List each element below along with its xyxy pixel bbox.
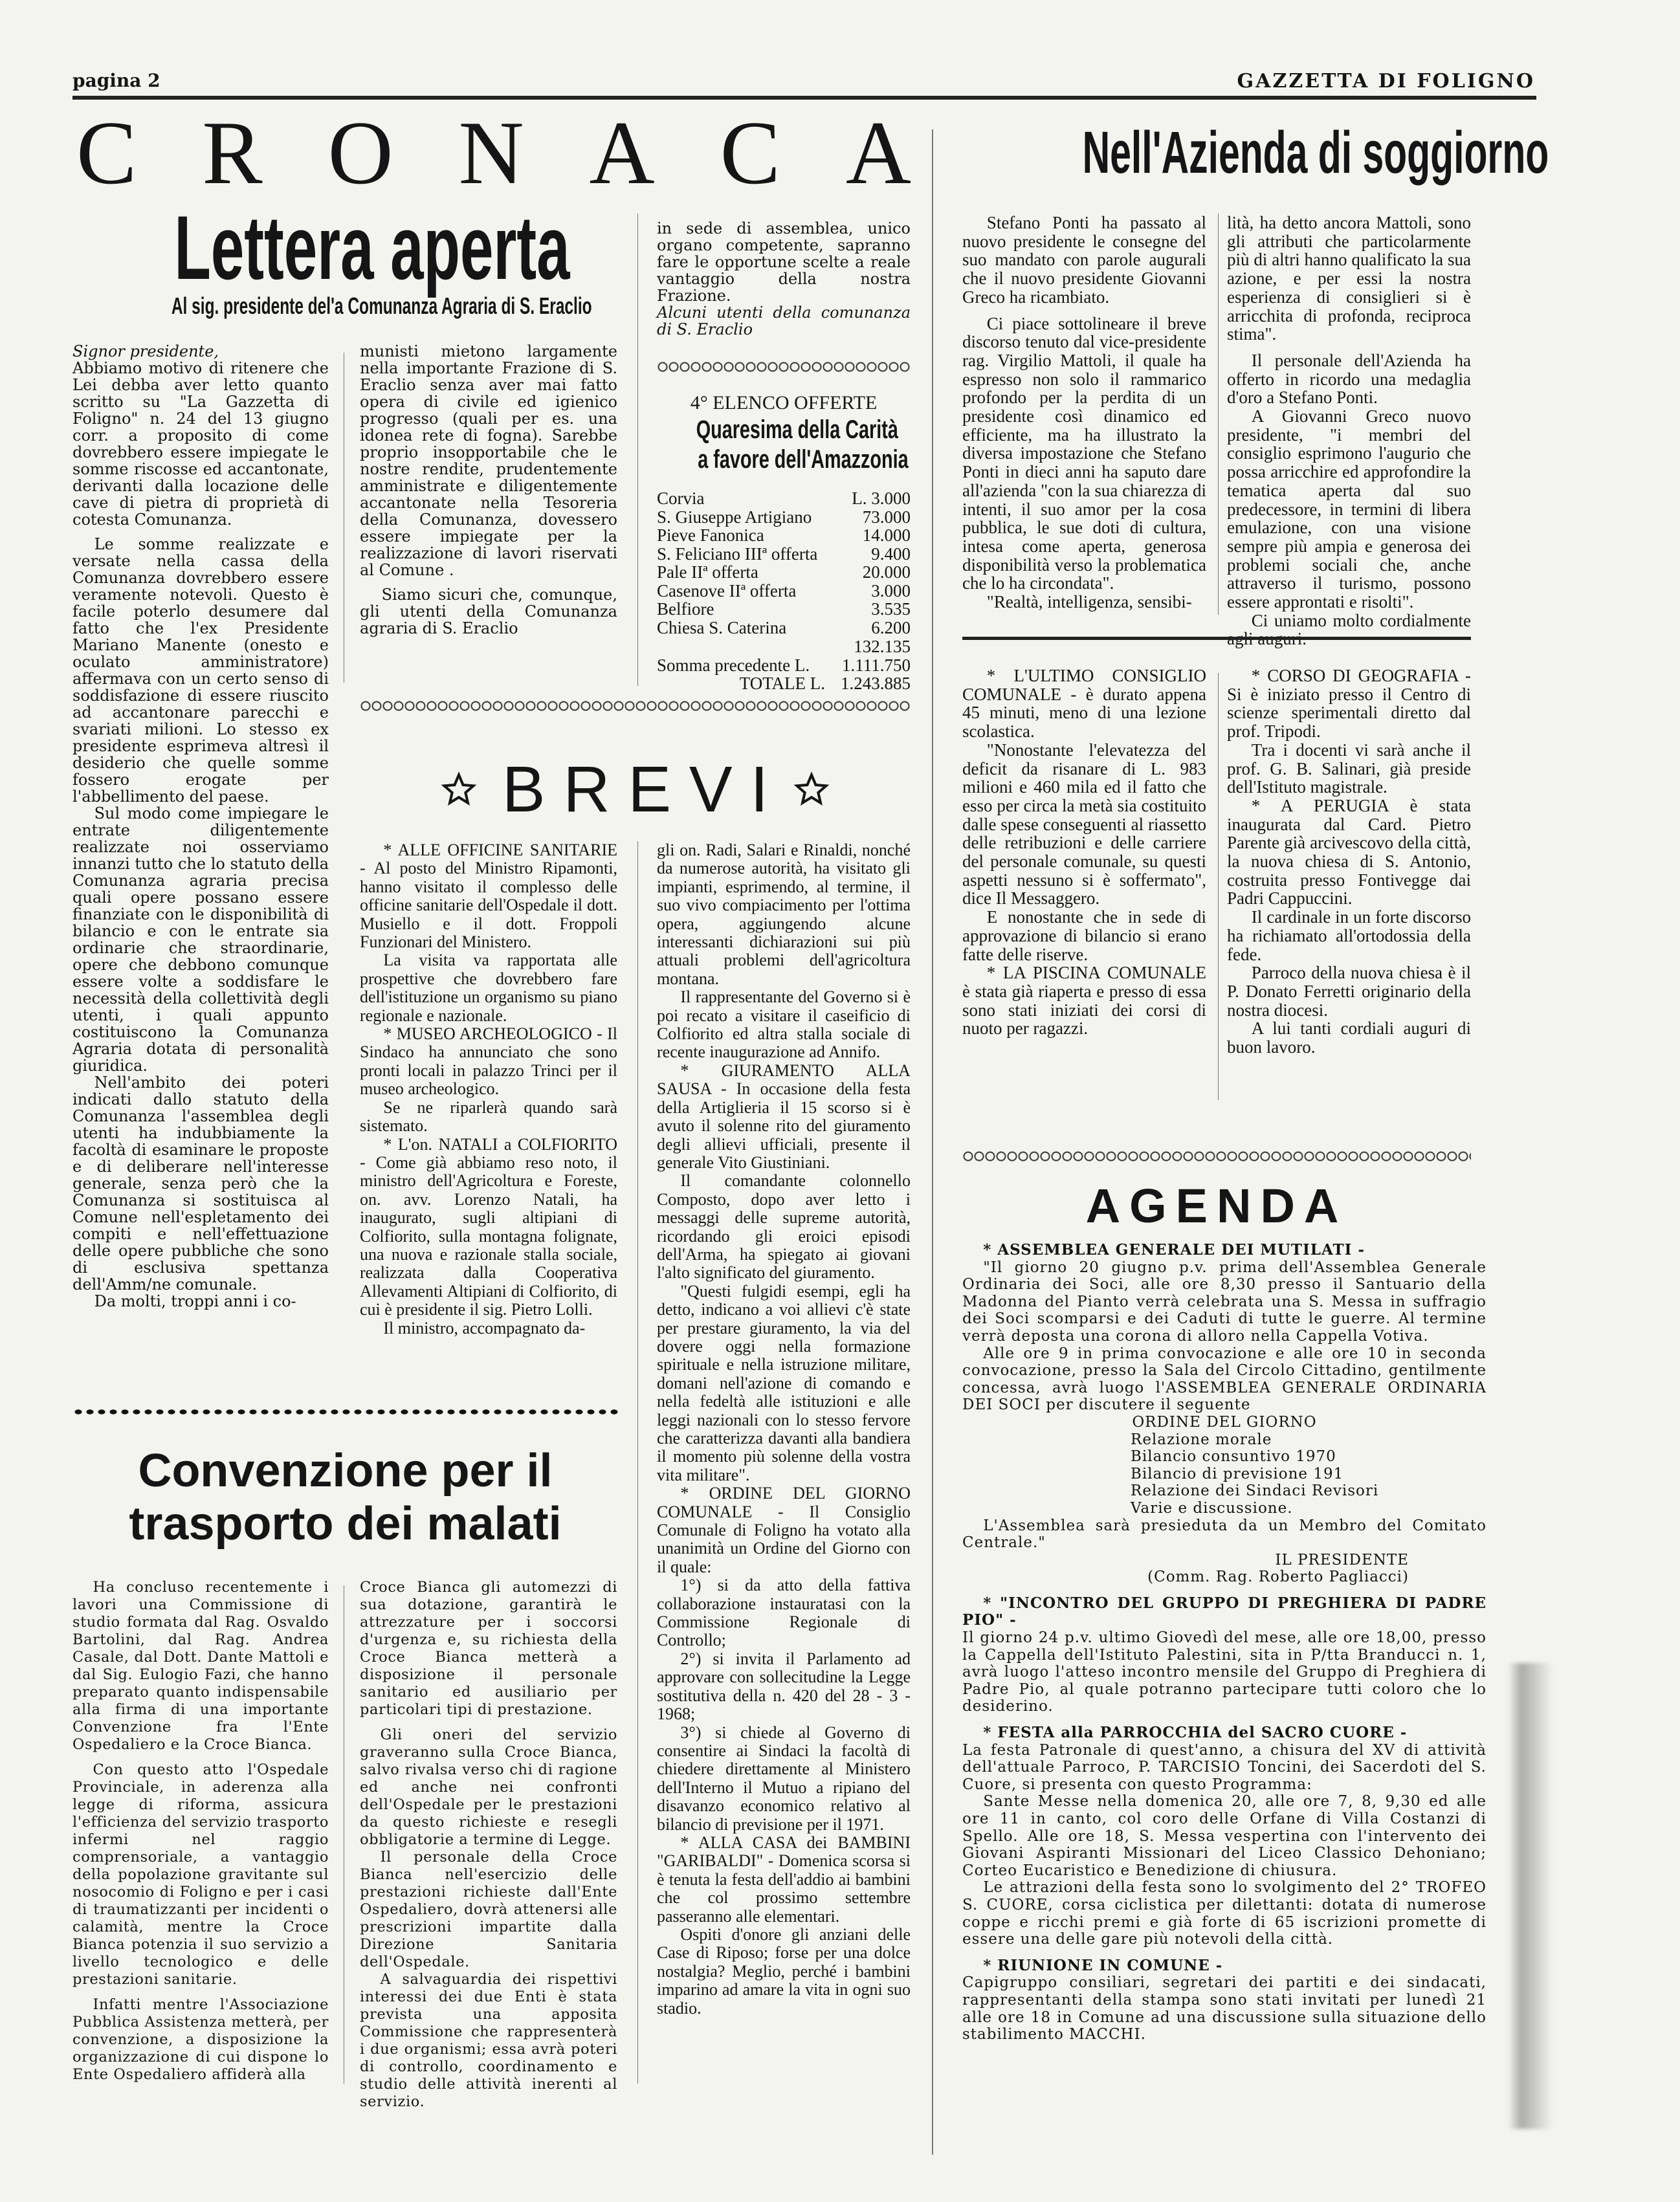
section-letter: O [327, 103, 393, 203]
lettera-title: Lettera aperta [174, 197, 570, 298]
section-letter: A [845, 103, 911, 203]
offerte-row [657, 582, 911, 600]
offerte-name: Belfiore [657, 599, 714, 619]
offerte-amount: L. 3.000 [852, 489, 911, 508]
convenzione-headline [72, 1444, 618, 1550]
paragraph: "Realtà, intelligenza, sensibi- [986, 592, 1192, 612]
offerte-subtotal: 132.135 [854, 637, 911, 656]
paragraph: "Questi fulgidi esempi, egli ha detto, indicano a voi allievi c'è state per prestare giuramento, la via del dovere oggi nella formazione spirituale e nella istruzione militare, domani nell'azione di comando e nella fedeltà alle istituzioni e alle leggi nazionali con lo stesso fervore che caratterizza davanti alla bandiera il momento più solenne della vostra vita militare". [657, 1281, 911, 1484]
offerte-amount: 3.535 [871, 599, 911, 619]
paragraph: Il cardinale in un forte discorso ha richiamato all'ortodossia della fede. [1227, 907, 1471, 964]
paragraph: * ORDINE DEL GIORNO COMUNALE - Il Consiglio Comunale di Foligno ha votato alla unanimità un Ordine del Giorno con il quale: [657, 1484, 911, 1576]
paragraph: Ci piace sottolineare il breve discorso tenuto dal vice-presidente rag. Virgilio Mattoli, il quale ha espresso non solo il rammarico profondo per la perdita di un presidente così dinamico ed efficiente, ma ha illustrato la diversa impostazione che Stefano Ponti in dieci anni ha saputo dare all'azienda "con la sua chiarezza di intenti, il suo amor per la cosa pubblica, le sue doti di cultura, intesa come aperta, generosa disponibilità verso la problematica che lo ha circondata". [962, 313, 1206, 593]
offerte-row [657, 545, 911, 564]
paragraph: Gli oneri del servizio graveranno sulla Croce Bianca, salvo rivalsa verso chi di ragione ed anche nei confronti dell'Ospedale per le prestazioni da questo richieste e resegli obbligatorie a termine di Legge. [360, 1726, 617, 1848]
azienda-headline [951, 120, 1549, 186]
offerte-list [657, 489, 911, 637]
offerte-name: Chiesa S. Caterina [657, 617, 787, 637]
offerte-title-1: Quaresima della Carità [696, 415, 898, 444]
agenda-body [962, 1233, 1487, 2158]
paragraph: * L'ULTIMO CONSIGLIO COMUNALE - è durato appena 45 minuti, meno di una lezione scolastica. [962, 666, 1206, 742]
offerte-title-2-box [657, 445, 911, 474]
paragraph: A Giovanni Greco nuovo presidente, "i membri del consiglio esprimono l'augurio che possa arricchire ed approfondire la tematica aperta dal suo predecessore, in termini di libera emulazione, con una visione sempre più ampia e generosa dei problemi sociali che, anche attraverso il turismo, possono essere approntati e risolti". [1227, 406, 1471, 612]
item-heading: * "INCONTRO DEL GRUPPO DI PREGHIERA DI PADRE PIO" - [962, 1594, 1487, 1629]
paragraph: Bilancio consuntivo 1970 [1131, 1448, 1336, 1466]
lettera-col-1 [72, 343, 329, 1398]
paragraph: * ALLA CASA dei BAMBINI "GARIBALDI" - Domenica scorsa si è tenuta la festa dell'addio ai bambini che col prossimo settembre passeranno alle elementari. [657, 1833, 911, 1926]
paragraph: * MUSEO ARCHEOLOGICO - Il Sindaco ha annunciato che sono pronti locali in palazzo Trinci per il museo archeologico. [360, 1024, 617, 1099]
item-heading: * ASSEMBLEA GENERALE DEI MUTILATI - [983, 1241, 1365, 1259]
section-rule [962, 637, 1471, 640]
offerte-amount: 6.200 [871, 617, 911, 637]
column-divider [932, 129, 933, 2155]
offerte-name: Corvia [657, 489, 705, 508]
offerte-row [657, 508, 911, 527]
paragraph: Relazione morale [1131, 1431, 1272, 1448]
paragraph: Abbiamo motivo di ritenere che Lei debba aver letto quanto scritto su "La Gazzetta di Foligno" n. 24 del 13 giugno corr. a proposito di come dovrebbero essere impiegate le somme riscosse ed accantonate, derivanti dalla locazione delle cave di pietra di proprietà di cotesta Comunanza. [72, 359, 329, 529]
paragraph: Parroco della nuova chiesa è il P. Donato Ferretti originario della nostra diocesi. [1227, 963, 1471, 1020]
offerte-row [657, 600, 911, 619]
paragraph: L'Assemblea sarà presieduta da un Membro del Comitato Centrale." [962, 1517, 1487, 1552]
paragraph: Bilancio di previsione 191 [1131, 1465, 1344, 1482]
paragraph: Le attrazioni della festa sono lo svolgimento del 2° TROFEO S. CUORE, corsa ciclistica per dilettanti: dotata di numerose coppe e ricchi premi e già forte di 65 iscrizioni promette di essere una delle gare più notevoli della città. [962, 1879, 1487, 1948]
paragraph: 3°) si chiede al Governo di consentire ai Sindaci la facoltà di chiedere direttamente al Ministero dell'Interno il Mutuo a ripiano del disavanzo economico relativo al bilancio di previsione per il 1971. [657, 1723, 911, 1834]
offerte-previous-label: Somma precedente L. [657, 655, 810, 675]
offerte-name: Pieve Fanonica [657, 525, 764, 545]
brevi-col-1 [360, 841, 617, 1398]
section-letter: A [589, 103, 655, 203]
offerte-row [657, 563, 911, 582]
page-number: pagina 2 [72, 70, 160, 91]
paragraph: * LA PISCINA COMUNALE è stata già riaperta e presso di essa sono stati iniziati dei corsi di nuoto per ragazzi. [962, 963, 1206, 1039]
paragraph: Il giorno 24 p.v. ultimo Giovedì del mese, alle ore 18,00, presso la Cappella dell'Istituto Palestini, sita in P/tta Branducci n. 1, avrà luogo l'atteso incontro mensile del Gruppo di Preghiera di Padre Pio, al quale potranno partecipare tutti coloro che lo desiderino. [962, 1629, 1487, 1715]
paragraph: Il ministro, accompagnato da- [383, 1318, 586, 1338]
section-letter: C [720, 103, 780, 203]
paragraph: Tra i docenti vi sarà anche il prof. G. B. Salinari, già preside dell'Istituto magistrale. [1227, 740, 1471, 797]
offerte-amount: 14.000 [862, 525, 911, 545]
paragraph: 2°) si invita il Parlamento ad approvare con sollecitudine la Legge sostitutiva della n. 420 del 28 - 3 - 1968; [657, 1649, 911, 1724]
offerte-title-1-box [657, 415, 911, 445]
zigzag-divider [360, 700, 911, 712]
offerte-amount: 3.000 [871, 580, 911, 600]
paragraph: Ci uniamo molto cordialmente [1251, 610, 1471, 630]
paragraph: Siamo sicuri che, comunque, gli utenti della Comunanza agraria di S. Eraclio [360, 586, 617, 637]
offerte-subtotal-row [657, 637, 911, 656]
paragraph: Varie e discussione. [1131, 1499, 1293, 1517]
convenzione-col-1 [72, 1579, 329, 2090]
paragraph: Se ne riparlerà quando sarà sistemato. [360, 1097, 617, 1136]
star-outline-icon [441, 772, 476, 807]
paragraph: (Comm. Rag. Roberto Pagliacci) [1147, 1569, 1409, 1586]
item-heading: * FESTA alla PARROCCHIA del SACRO CUORE - [983, 1724, 1408, 1742]
paragraph: Il comandante colonnello Composto, dopo aver letto i messaggi delle supreme autorità, ricordando gli eroici episodi dell'Arma, ha spiegato ai giovani l'alto significato del giuramento. [657, 1171, 911, 1283]
column-divider [1218, 673, 1219, 1100]
brevi-title: B R E V I [502, 753, 769, 826]
section-letter: C [76, 103, 137, 203]
paragraph: Ospiti d'onore gli anziani delle Case di Riposo; forse per una dolce nostalgia? Meglio, perché i bambini imparino ad amare la vita in ogni suo stadio. [657, 1924, 911, 2018]
offerte-row [657, 619, 911, 637]
paragraph: La festa Patronale di quest'anno, a chisura del XV di attività dell'attuale Parroco, P. TARCISIO Toncini, dei Sacerdoti del S. Cuore, si presenta con questo Programma: [962, 1741, 1487, 1793]
item-heading: * RIUNIONE IN COMUNE - [983, 1956, 1223, 1974]
lettera-col-2 [360, 343, 617, 679]
paragraph: A lui tanti cordiali auguri di buon lavoro. [1227, 1018, 1471, 1057]
paragraph: Con questo atto l'Ospedale Provinciale, in aderenza alla legge di riforma, assicura l'efficienza del servizio trasporto infermi nel raggio comprensoriale, a vantaggio della popolazione gravitante sul nosocomio di Foligno e per i casi di traumatizzanti per incidenti o calamità, mentre la Croce Bianca potenzia il suo servizio a livello tecnologico e delle prestazioni sanitarie. [72, 1761, 329, 1988]
archive-stamp [1508, 1663, 1553, 2129]
brevi-col-2 [657, 841, 911, 2090]
dotted-divider [72, 1408, 618, 1416]
paragraph: Nell'ambito dei poteri indicati dallo statuto della Comunanza l'assemblea degli utenti ha indubbiamente la facoltà di esaminare le proposte e di deliberare nell'interesse generale, senza però che la Comunanza si sostituisca al Comune nell'espletamento dei compiti e nell'effettuazione delle opere pubbliche che sono di esclusiva spettanza dell'Amm/ne comunale. [72, 1073, 329, 1294]
offerte-totals [657, 637, 911, 693]
offerte-name: S. Giuseppe Artigiano [657, 507, 812, 527]
section-letter: R [202, 103, 263, 203]
azienda-title: Nell'Azienda di soggiorno [1082, 120, 1549, 186]
offerte-heading: 4° ELENCO OFFERTE [690, 392, 878, 413]
column-divider [637, 841, 638, 2084]
offerte-previous: 1.111.750 [842, 655, 911, 675]
offerte-total: 1.243.885 [841, 674, 911, 693]
convenzione-title-2: trasporto dei malati [129, 1498, 562, 1550]
convenzione-col-2 [360, 1579, 617, 2110]
paragraph: Il personale della Croce Bianca nell'esercizio delle prestazioni richieste dall'Ente Ospedaliero, dovrà attenersi alle prescrizioni impartite dalla Direzione Sanitaria dell'Ospedale. [360, 1849, 617, 1970]
paragraph: Stefano Ponti ha passato al nuovo presidente le consegne del suo mandato con parole augurali che il nuovo presidente Giovanni Greco ha ricambiato. [962, 213, 1206, 307]
paragraph: 1°) si da atto della fattiva collaborazione instauratasi con la Commissione Regionale di Controllo; [657, 1576, 911, 1650]
notizie-col-1 [962, 666, 1206, 1107]
star-outline-icon [794, 772, 829, 807]
paragraph: Infatti mentre l'Associazione Pubblica Assistenza metterà, per convenzione, a disposizione la organizzazione di cui dispone lo Ente Ospedaliero affiderà alla [72, 1996, 329, 2083]
paragraph: Il rappresentante del Governo si è poi recato a visitare il caseificio di Colfiorito ed altra stalla sociale di recente inaugurazione ad Annifo. [657, 987, 911, 1062]
paragraph: in sede di assemblea, unico organo competente, sapranno fare le opportune scelte a reale vantaggio della nostra Frazione. [657, 219, 911, 305]
lettera-col-3 [657, 220, 911, 349]
paragraph: Alcuni utenti della comunanza di S. Eraclio [657, 303, 911, 338]
paragraph: * L'on. NATALI a COLFIORITO - Come già abbiamo reso noto, il ministro dell'Agricoltura e Foreste, on. avv. Lorenzo Natali, ha inaugurato, sugli altipiani di Colfiorito, sulla montagna folignate, una nuova e razionale stalla sociale, realizzata dalla Cooperativa Allevamenti Altipiani di Colfiorito, di cui è presidente il sig. Pietro Lolli. [360, 1134, 617, 1319]
paragraph: gli on. Radi, Salari e Rinaldi, nonché da numerose autorità, ha visitato gli impianti, esprimendo, al termine, il suo vivo compiacimento per l'ottima opera, aggiungendo alcune interessanti dichiarazioni sui più attuali problemi dell'agricoltura montana. [657, 841, 911, 988]
lettera-subtitle-box [72, 292, 623, 320]
paragraph: munisti mietono largamente nella importante Frazione di S. Eraclio senza aver mai fatto opera di civile ed igienico progresso (quali per es. una idonea rete di fogna). Sarebbe proprio insopportabile che le nostre rendite, prudentemente amministrate e diligentemente accantonate nella Tesoreria della Comunanza, dovessero essere impiegate per la realizzazione di lavori riservati al Comune . [360, 342, 617, 579]
paragraph: * CORSO DI GEOGRAFIA - Si è iniziato presso il Centro di scienze sperimentali diretto dal prof. Tripodi. [1227, 666, 1471, 742]
paragraph: "Il giorno 20 giugno p.v. prima dell'Assemblea Generale Ordinaria dei Soci, alle ore 8,30 presso il Santuario della Madonna del Pianto verrà celebrata una S. Messa in suffragio dei Soci scomparsi e dei Caduti di tutte le guerre. Al termine verrà deposta una corona di alloro nella Cappella Votiva. [962, 1259, 1487, 1345]
paragraph: Ha concluso recentemente i lavori una Commissione di studio formata dal Rag. Osvaldo Bartolini, dal Rag. Andrea Casale, dal Dott. Dante Mattoli e dal Sig. Eulogio Fazi, che hanno preparato quanto indispensabile alla firma di una importante Convenzione fra l'Ente Ospedaliero e la Croce Bianca. [72, 1579, 329, 1753]
convenzione-title-1: Convenzione per il [138, 1445, 553, 1497]
paragraph: Relazione dei Sindaci Revisori [1131, 1482, 1379, 1500]
offerte-name: S. Feliciano IIIª offerta [657, 544, 818, 564]
offerte-total-label: TOTALE L. [739, 674, 825, 693]
paragraph: Sante Messe nella domenica 20, alle ore 7, 8, 9,30 ed alle ore 11 in canto, col coro delle Orfane di Villa Costanzi di Spello. Alle ore 18, S. Messa vespertina con l'intervento dei Giovani Aspiranti Missionari del Liceo Classico Dehoniano; Corteo Eucaristico e Benedizione di chiusura. [962, 1793, 1487, 1879]
offerte-total-row [657, 674, 911, 693]
paragraph: IL PRESIDENTE [1275, 1551, 1409, 1569]
lettera-subtitle: Al sig. presidente del'a Comunanza Agraria di S. Eraclio [171, 292, 592, 319]
paragraph: A salvaguardia dei rispettivi interessi dei due Enti è stata prevista una apposita Commissione che rappresenterà i due organismi; essa avrà poteri di controllo, coordinamento e studio delle attività inerenti al servizio. [360, 1971, 617, 2110]
zigzag-divider [962, 1151, 1471, 1162]
paragraph: * GIURAMENTO ALLA SAUSA - In occasione della festa della Artiglieria il 15 scorso si è avuto il solenne rito del giuramento degli allievi ufficiali, presente il generale Vito Giustiniani. [657, 1061, 911, 1172]
column-divider [637, 214, 638, 686]
paragraph: lità, ha detto ancora Mattoli, sono gli attributi che particolarmente più di altri hanno qualificato la sua azione, e per essi la nostra esperienza di consiglieri si è arricchita di profonda, reciproca stima". [1227, 213, 1471, 344]
paragraph: Croce Bianca gli automezzi di sua dotazione, garantirà le attrezzature per i soccorsi d'urgenza e, su richiesta della Croce Bianca metterà a disposizione il personale sanitario ed ausiliario per particolari tipi di prestazione. [360, 1579, 617, 1718]
offerte-amount: 20.000 [862, 562, 911, 582]
section-letter: N [458, 103, 524, 203]
paragraph: Da molti, troppi anni i co- [94, 1292, 296, 1310]
paragraph: "Nonostante l'elevatezza del deficit da risanare di L. 983 milioni e 460 mila ed il fatto che esso per circa la metà sia costituito dalle spese conseguenti al riassetto delle retribuzioni e delle carriere del personale comunale, su questi aspetti nessuno si è soffermato", dice Il Messaggero. [962, 740, 1206, 908]
azienda-col-1 [962, 214, 1206, 621]
offerte-row [657, 489, 911, 508]
paragraph: Capigruppo consiliari, segretari dei partiti e dei sindacati, rappresentanti della stampa sono stati invitati per lunedì 21 alle ore 18 in Comune ad una discussione sulla situazione dello stabilimento MACCHI. [962, 1974, 1487, 2043]
paragraph: * A PERUGIA è stata inaugurata dal Card. Pietro Parente già arcivescovo della città, la nuova chiesa di S. Antonio, costruita presso Fontivegge dai Padri Cappuccini. [1227, 795, 1471, 908]
column-divider [1218, 214, 1219, 615]
paragraph: Il personale dell'Azienda ha offerto in ricordo una medaglia d'oro a Stefano Ponti. [1227, 350, 1471, 408]
offerte-amount: 73.000 [862, 507, 911, 527]
paragraph: E nonostante che in sede di approvazione di bilancio si erano fatte delle riserve. [962, 907, 1206, 964]
agenda-title: AGENDA [1085, 1179, 1348, 1233]
paragraph: La visita va rapportata alle prospettive che dovrebbero fare dell'istituzione un organismo su piano regionale e nazionale. [360, 951, 617, 1025]
zigzag-divider [657, 361, 911, 373]
paragraph: * ALLE OFFICINE SANITARIE - Al posto del Ministro Ripamonti, hanno visitato il complesso delle officine sanitarie dell'Ospedale il dott. Musiello e il dott. Froppoli Funzionari del Ministero. [360, 841, 617, 952]
paragraph: ORDINE DEL GIORNO [1132, 1413, 1317, 1431]
lettera-headline [72, 197, 623, 298]
paragraph: Sul modo come impiegare le entrate diligentemente realizzate noi osserviamo innanzi tutto che lo statuto della Comunanza agraria precisa quali opere possano essere finanziate con le disponibilità di bilancio e con le entrate sia ordinarie che straordinarie, opere che debbono comunque essere volte a soddisfare le necessità della collettività degli utenti, i quali appunto costituiscono la Comunanza Agraria dotata di personalità giuridica. [72, 804, 329, 1075]
notizie-col-2 [1227, 666, 1471, 1107]
offerte-name: Pale IIª offerta [657, 562, 758, 582]
header-rule [72, 96, 1536, 100]
offerte-amount: 9.400 [871, 544, 911, 564]
azienda-col-2 [1227, 213, 1471, 630]
offerte-previous-row [657, 656, 911, 675]
paragraph: Signor presidente, [72, 342, 219, 360]
paragraph: Le somme realizzate e versate nella cassa della Comunanza dovrebbero essere veramente notevoli. Questo è facile poterlo desumere dal fatto che l'ex Presidente Mariano Manente (onesto e oculato amministratore) affermava con un certo senso di soddisfazione di essere riuscito ad accantonare parecchi e svariati milioni. Lo stesso ex presidente esprimeva altresì il desiderio che quelle somme fossero erogate per l'abbellimento del paese. [72, 535, 329, 806]
section-title-cronaca [76, 103, 911, 203]
offerte-row [657, 526, 911, 545]
offerte-name: Casenove IIª offerta [657, 580, 797, 600]
paragraph: Alle ore 9 in prima convocazione e alle ore 10 in seconda convocazione, presso la Sala del Circolo Cittadino, gentilmente concessa, avrà luogo l'ASSEMBLEA GENERALE ORDINARIA DEI SOCI per discutere il seguente [962, 1345, 1487, 1414]
newspaper-name: GAZZETTA DI FOLIGNO [1237, 70, 1535, 93]
offerte-title-2: a favore dell'Amazzonia [698, 445, 909, 474]
brevi-header [360, 753, 911, 826]
